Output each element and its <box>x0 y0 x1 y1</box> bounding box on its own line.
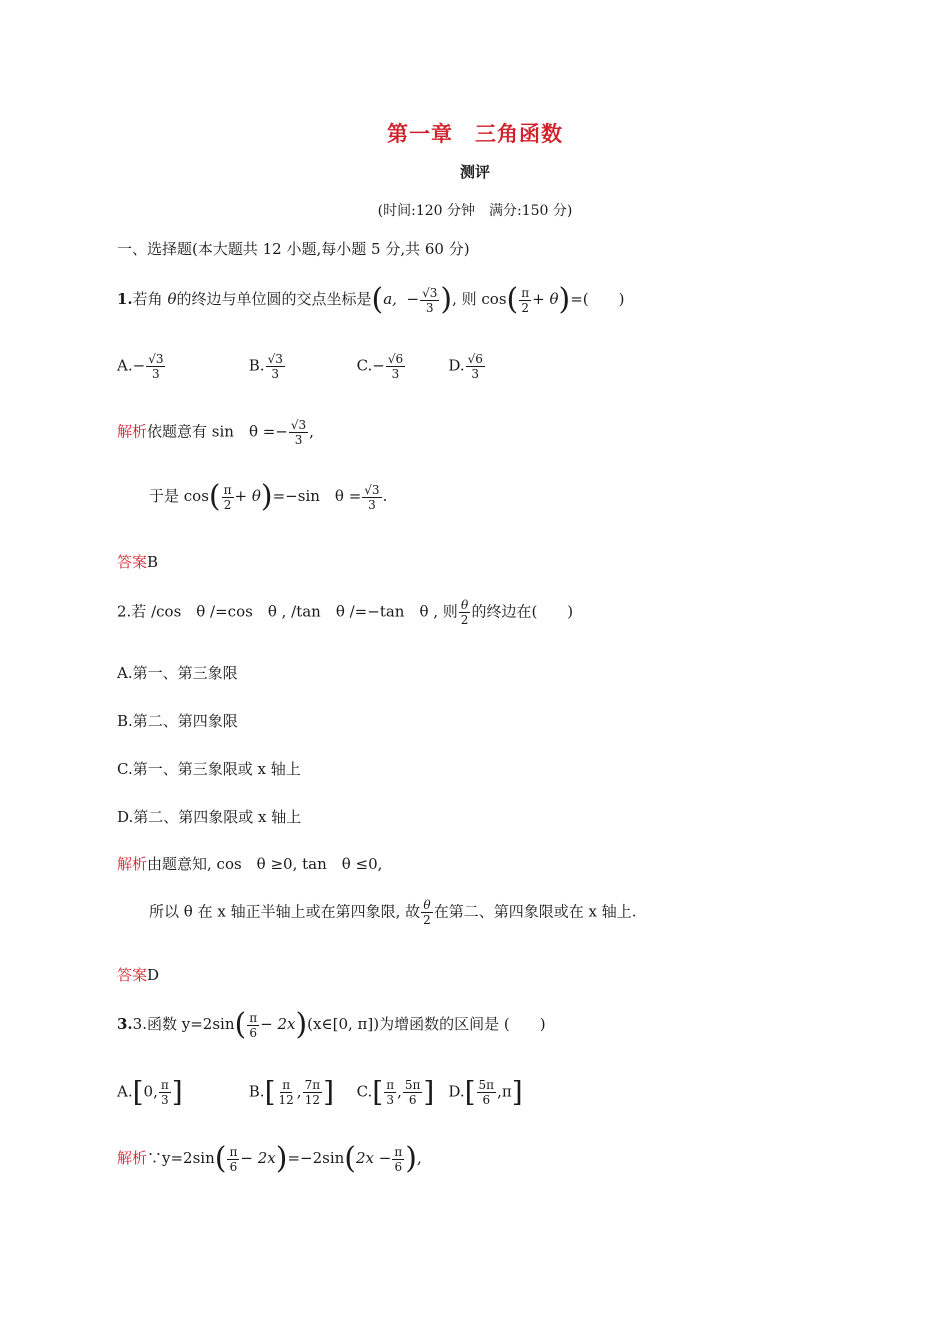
q3-option-d[interactable]: D.[ $\frac{5\pi}{6}$ ,π] <box>448 1075 523 1109</box>
q3-option-c[interactable]: C.[ $\frac{\pi}{3}$ , $\frac{5\pi}{6}$ ] <box>356 1075 435 1109</box>
q2-option-b[interactable]: B.第二、第四象限 <box>117 712 238 730</box>
time-info: (时间:120 分钟 满分:150 分) <box>377 203 573 219</box>
q3-options <box>117 1075 523 1109</box>
q1-option-d[interactable]: D. $\frac{√6}{3}$ <box>448 352 483 381</box>
q2-option-c[interactable]: C.第一、第三象限或 x 轴上 <box>117 760 301 778</box>
question-1: 1.若角 θ的终边与单位圆的交点坐标是(a, − $\frac{√3}{3}$ ), 则 cos( $\frac{\pi}{2}$ + θ)=( ) <box>117 282 625 317</box>
section-heading: 一、选择题(本大题共 12 小题,每小题 5 分,共 60 分) <box>117 240 470 258</box>
q1-answer: 答案B <box>117 553 159 571</box>
q1-option-a[interactable]: A.− $\frac{√3}{3}$ <box>117 352 164 381</box>
q1-analysis: 解析依题意有 sin θ =− $\frac{√3}{3}$ , <box>117 418 314 447</box>
q2-analysis: 解析由题意知, cos θ ≥0, tan θ ≤0, <box>117 855 383 873</box>
q1-options <box>117 352 486 381</box>
q2-option-a[interactable]: A.第一、第三象限 <box>117 664 238 682</box>
q3-analysis: 解析∵y=2sin( $\frac{\pi}{6}$ − 2x)=−2sin(2x − $\frac{\pi}{6}$ ), <box>117 1141 422 1176</box>
fraction: $\frac{√3}{3}$ <box>422 285 438 315</box>
q1-analysis-2: 于是 cos( $\frac{\pi}{2}$ + θ)=−sin θ = $\frac{√3}{3}$ . <box>149 479 388 514</box>
question-3: 3.3.函数 y=2sin( $\frac{\pi}{6}$ − 2x)(x∈[0, π])为增函数的区间是 ( ) <box>117 1007 546 1042</box>
q1-option-b[interactable]: B. $\frac{√3}{3}$ <box>248 352 283 381</box>
page-title: 第一章 三角函数 <box>387 122 563 146</box>
q3-option-a[interactable]: A.[0, $\frac{\pi}{3}$ ] <box>117 1075 183 1109</box>
q3-option-b[interactable]: B.[ $\frac{\pi}{12}$ , $\frac{7\pi}{12}$ ] <box>248 1075 335 1109</box>
q2-answer: 答案D <box>117 966 160 984</box>
question-2: 2.若 /cos θ /=cos θ , /tan θ /=−tan θ , 则 $\frac{\theta}{2}$ 的终边在( ) <box>117 598 574 627</box>
fraction: $\frac{\pi}{2}$ <box>521 285 530 315</box>
q2-analysis-2: 所以 θ 在 x 轴正半轴上或在第四象限, 故 $\frac{\theta}{2}$ 在第二、第四象限或在 x 轴上. <box>149 898 637 927</box>
q1-option-c[interactable]: C.− $\frac{√6}{3}$ <box>356 352 404 381</box>
page-subtitle: 测评 <box>459 163 490 181</box>
q2-option-d[interactable]: D.第二、第四象限或 x 轴上 <box>117 808 302 826</box>
